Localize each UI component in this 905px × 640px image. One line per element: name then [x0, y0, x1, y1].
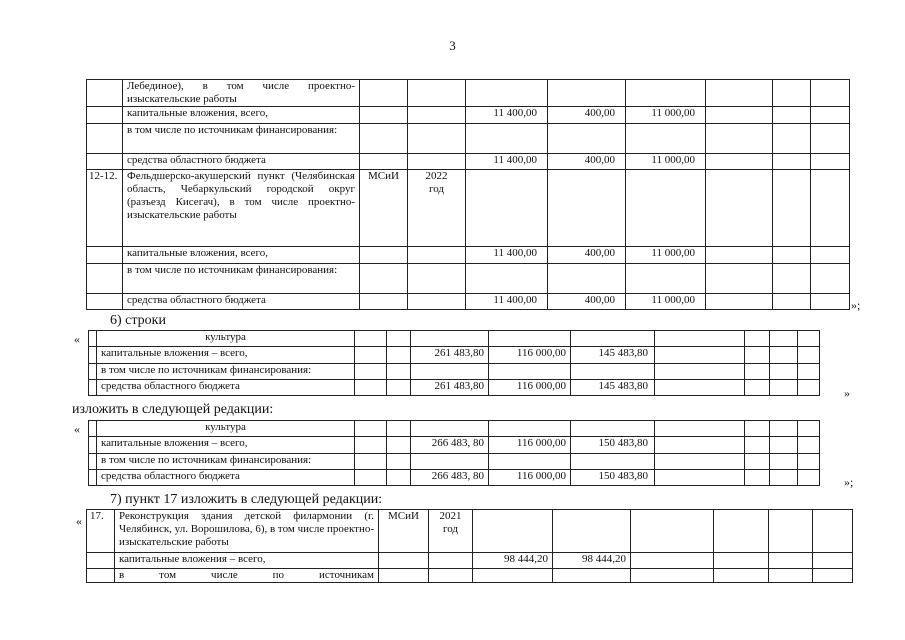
table-row — [89, 331, 820, 347]
table-row: капитальные вложения – всего, 261 483,80 116 000,00 145 483,80 — [89, 347, 820, 364]
table-row: средства областного бюджета 266 483, 80 116 000,00 150 483,80 — [89, 470, 820, 486]
executor: МСиИ — [360, 170, 408, 247]
item-number: 12-12. — [87, 170, 123, 247]
table-row: капитальные вложения – всего, 98 444,20 98 444,20 — [87, 553, 853, 569]
table-row: в том числе по источникам финансирования: — [89, 364, 820, 380]
close-quote: »; — [844, 475, 854, 489]
table-row: средства областного бюджета 11 400,00 400,00 11 000,00 — [87, 294, 850, 310]
close-quote: »; — [851, 298, 861, 312]
table-row: в том числе по источникам — [87, 569, 853, 583]
year: 2022 год — [408, 170, 466, 247]
table-row — [87, 510, 853, 553]
table-row: капитальные вложения, всего, 11 400,00 400,00 11 000,00 — [87, 107, 850, 124]
section-name: культура — [97, 331, 355, 347]
open-quote: « — [76, 514, 82, 528]
object-desc: Фельдшерско-акушерский пункт (Челябинская область, Чебаркульский городской округ (разъезд Кисегач), в том числе проектно-изыскательские работы — [123, 170, 360, 247]
table-culture-new — [88, 420, 820, 486]
open-quote: « — [74, 422, 80, 436]
table-row: в том числе по источникам финансирования: — [89, 454, 820, 470]
item-number: 17. — [87, 510, 115, 553]
section-label-6: 6) строки — [110, 313, 166, 328]
table-row — [87, 170, 850, 247]
object-desc: Лебединое), в том числе проектно-изыскательские работы — [123, 80, 360, 107]
close-quote: » — [844, 386, 850, 400]
page-number: 3 — [449, 38, 456, 53]
open-quote: « — [74, 332, 80, 346]
table-row: капитальные вложения – всего, 266 483, 80 116 000,00 150 483,80 — [89, 437, 820, 454]
table-row — [89, 421, 820, 437]
executor: МСиИ — [379, 510, 429, 553]
table-item-17 — [86, 509, 853, 583]
table-row: в том числе по источникам финансирования: — [87, 124, 850, 154]
table-row — [87, 80, 850, 107]
year: 2021 год — [429, 510, 473, 553]
object-desc: Реконструкция здания детской филармонии (г. Челябинск, ул. Ворошилова, 6), в том числе проектно-изыскательские работы — [115, 510, 379, 553]
table-row: средства областного бюджета 261 483,80 116 000,00 145 483,80 — [89, 380, 820, 396]
table-row: в том числе по источникам финансирования: — [87, 264, 850, 294]
section-label-7: 7) пункт 17 изложить в следующей редакции: — [110, 492, 383, 507]
table-row: средства областного бюджета 11 400,00 400,00 11 000,00 — [87, 154, 850, 170]
table-objects-continued — [86, 79, 850, 310]
section-label-edition: изложить в следующей редакции: — [72, 402, 274, 417]
section-name: культура — [97, 421, 355, 437]
table-culture-old — [88, 330, 820, 396]
table-row: капитальные вложения, всего, 11 400,00 400,00 11 000,00 — [87, 247, 850, 264]
